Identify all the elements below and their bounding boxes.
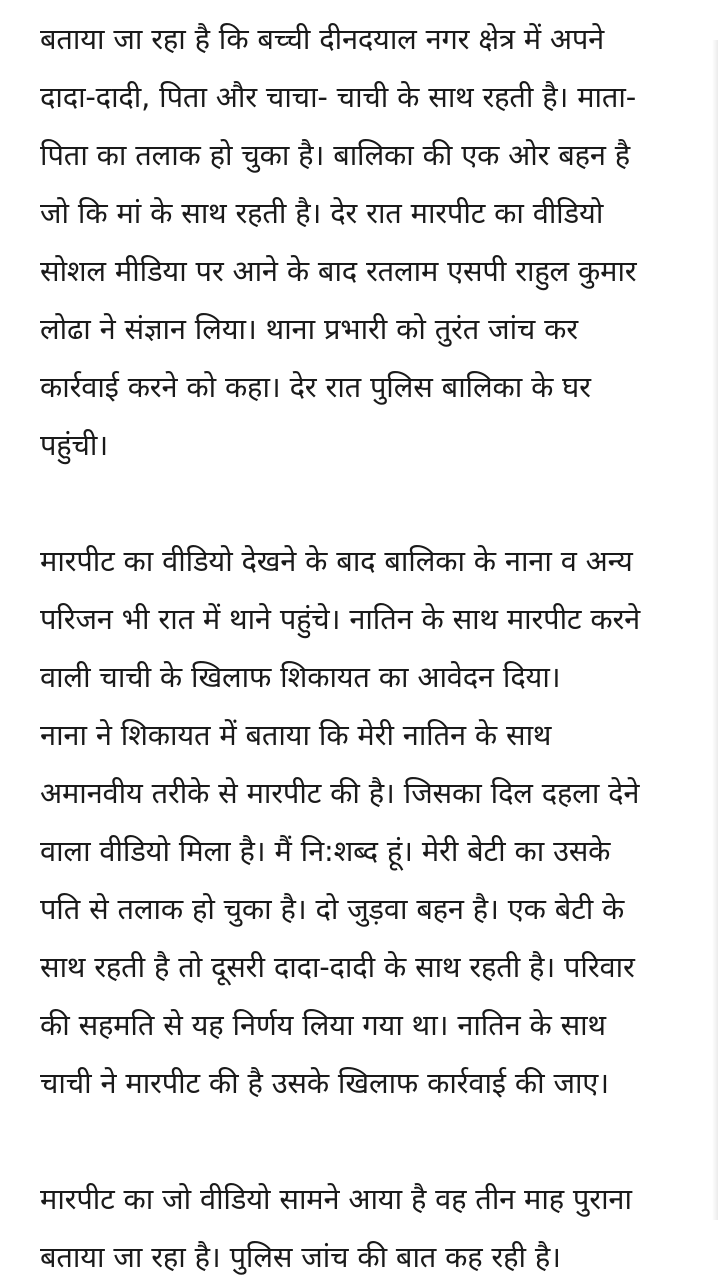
text-line: पति से तलाक हो चुका है। दो जुड़वा बहन है। एक बेटी के	[40, 892, 625, 926]
text-line: नाना ने शिकायत में बताया कि मेरी नातिन के साथ	[40, 718, 552, 752]
text-line: पहुंची।	[40, 428, 108, 462]
article-body	[40, 10, 680, 1286]
paragraph-spacer	[40, 474, 680, 532]
paragraph-1	[40, 10, 680, 474]
text-line: सोशल मीडिया पर आने के बाद रतलाम एसपी राहुल कुमार	[40, 254, 637, 288]
text-line: जो कि मां के साथ रहती है। देर रात मारपीट का वीडियो	[40, 196, 604, 230]
text-line: वाला वीडियो मिला है। मैं नि:शब्द हूं। मेरी बेटी का उसके	[40, 834, 611, 868]
text-line: चाची ने मारपीट की है उसके खिलाफ कार्रवाई की जाए।	[40, 1066, 609, 1100]
text-line: लोढा ने संज्ञान लिया। थाना प्रभारी को तुरंत जांच कर	[40, 312, 578, 346]
text-line: परिजन भी रात में थाने पहुंचे। नातिन के साथ मारपीट करने	[40, 602, 640, 636]
text-line: मारपीट का वीडियो देखने के बाद बालिका के नाना व अन्य	[40, 544, 633, 578]
text-line: साथ रहती है तो दूसरी दादा-दादी के साथ रहती है। परिवार	[40, 950, 635, 984]
text-line: कार्रवाई करने को कहा। देर रात पुलिस बालिका के घर	[40, 370, 591, 404]
text-line: मारपीट का जो वीडियो सामने आया है वह तीन माह पुराना	[40, 1182, 632, 1216]
paragraph-2	[40, 532, 680, 1112]
scroll-edge-shadow	[712, 40, 718, 1220]
text-line: दादा-दादी, पिता और चाचा- चाची के साथ रहती है। माता-	[40, 80, 636, 114]
paragraph-spacer	[40, 1112, 680, 1170]
text-line: की सहमति से यह निर्णय लिया गया था। नातिन के साथ	[40, 1008, 606, 1042]
text-line: वाली चाची के खिलाफ शिकायत का आवेदन दिया।	[40, 660, 561, 694]
text-line: बताया जा रहा है कि बच्ची दीनदयाल नगर क्षेत्र में अपने	[40, 22, 605, 56]
text-line: बताया जा रहा है। पुलिस जांच की बात कह रही है।	[40, 1240, 561, 1274]
text-line: पिता का तलाक हो चुका है। बालिका की एक ओर बहन है	[40, 138, 630, 172]
text-line: अमानवीय तरीके से मारपीट की है। जिसका दिल दहला देने	[40, 776, 640, 810]
paragraph-3	[40, 1170, 680, 1286]
